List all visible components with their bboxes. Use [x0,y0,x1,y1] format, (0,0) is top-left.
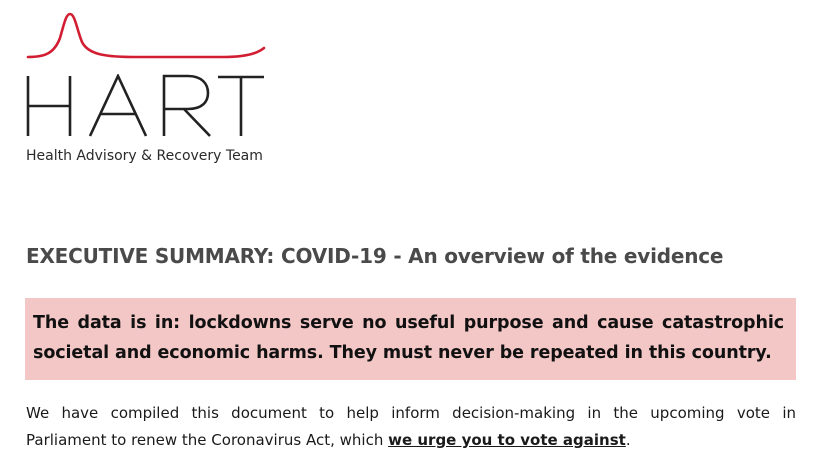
intro-line-2-end: . [625,431,631,449]
intro-line-1: We have compiled this document to help inform decision-making in the upcoming vote in [26,404,796,422]
pulse-curve-icon [24,8,274,78]
intro-line-2-start: Parliament to renew the Coronavirus Act, which [26,431,389,449]
hart-logo [24,8,274,168]
logo-tagline: Health Advisory & Recovery Team [26,148,263,164]
intro-paragraph [26,400,796,454]
hart-wordmark-icon [24,74,266,138]
vote-against-emphasis: we urge you to vote against [388,431,626,449]
callout-line-1: The data is in: lockdowns serve no useful purpose and cause catastrophic [33,313,784,333]
callout-line-2: societal and economic harms. They must never be repeated in this country. [33,343,772,363]
callout-text [33,308,784,368]
page-title: EXECUTIVE SUMMARY: COVID-19 - An overview of the evidence [26,244,724,268]
key-message-callout [25,298,796,380]
